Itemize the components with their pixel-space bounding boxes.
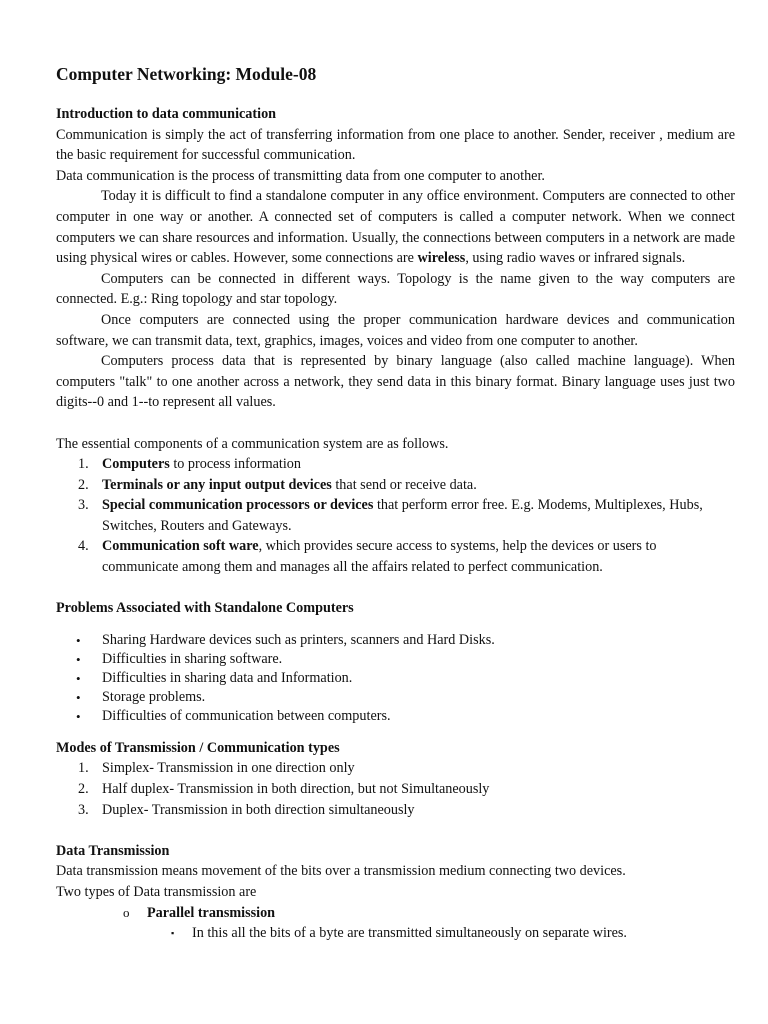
intro-paragraph-6: Computers process data that is represented by binary language (also called machine language). When computers "talk" to one another across a network, they send data in this binary format. Binary language uses just two digits--0 and 1--to represent all values. xyxy=(56,353,735,411)
modes-heading: Modes of Transmission / Communication types xyxy=(56,739,340,756)
spacer xyxy=(56,820,735,841)
modes-list xyxy=(56,758,735,820)
list-item-text: Storage problems. xyxy=(102,688,206,705)
list-item xyxy=(56,758,735,779)
spacer xyxy=(56,578,735,599)
list-item-text: to process information xyxy=(169,456,301,473)
bullet-icon: • xyxy=(76,651,81,667)
intro-p3-text-end: , using radio waves or infrared signals. xyxy=(465,250,686,267)
spacer xyxy=(56,726,735,738)
problems-heading: Problems Associated with Standalone Computers xyxy=(56,600,354,617)
list-number: 4. xyxy=(78,538,89,555)
transmission-paragraph-2: Two types of Data transmission are xyxy=(56,884,257,900)
bullet-icon: • xyxy=(76,632,81,648)
intro-paragraph-4: Computers can be connected in different ways. Topology is the name given to the way computers are connected. E.g.: Ring topology and star topology. xyxy=(56,270,735,308)
list-number: 3. xyxy=(78,497,89,514)
bullet-icon: • xyxy=(76,708,81,724)
list-item xyxy=(56,688,735,707)
list-item xyxy=(56,707,735,726)
sub-list-item xyxy=(56,903,735,924)
list-item xyxy=(56,475,735,496)
list-item-text: Sharing Hardware devices such as printers, scanners and Hard Disks. xyxy=(102,631,495,648)
list-item-text: Difficulties of communication between computers. xyxy=(102,707,391,724)
list-item xyxy=(56,495,735,536)
list-item-text: Half duplex- Transmission in both direction, but not Simultaneously xyxy=(102,781,490,798)
intro-paragraph-1: Communication is simply the act of transferring information from one place to another. Sender, receiver , medium are the basic requirement for successful communication. xyxy=(56,126,735,164)
document-body xyxy=(56,62,735,944)
list-item xyxy=(56,631,735,650)
list-number: 3. xyxy=(78,801,89,818)
list-item-text: that send or receive data. xyxy=(331,476,477,493)
list-number: 1. xyxy=(78,760,89,777)
list-item xyxy=(56,536,735,577)
list-item xyxy=(56,669,735,688)
components-lead: The essential components of a communication system are as follows. xyxy=(56,435,449,452)
bullet-icon: • xyxy=(76,670,81,686)
sub-list-item-label: Parallel transmission xyxy=(147,904,276,921)
intro-paragraph-3 xyxy=(56,186,735,268)
square-bullet-icon: ▪ xyxy=(171,928,175,939)
sub-sub-list-item-text: In this all the bits of a byte are transmitted simultaneously on separate wires. xyxy=(192,925,627,942)
spacer xyxy=(56,413,735,434)
list-item-bold: Communication soft ware xyxy=(102,538,259,555)
list-item xyxy=(56,779,735,800)
list-item-bold: Terminals or any input output devices xyxy=(102,476,332,493)
intro-paragraph-2: Data communication is the process of transmitting data from one computer to another. xyxy=(56,167,545,184)
list-item xyxy=(56,650,735,669)
list-item-text: , which provides secure access to systems, help the devices or users to communicate among them and manages all the affairs related to perfect communication. xyxy=(102,538,657,576)
components-list xyxy=(56,454,735,578)
list-number: 2. xyxy=(78,781,89,798)
list-item-text: Simplex- Transmission in one direction only xyxy=(102,760,355,777)
list-number: 2. xyxy=(78,476,89,493)
circle-bullet-icon: o xyxy=(123,904,130,920)
list-item-text: that perform error free. E.g. Modems, Multiplexes, Hubs, Switches, Routers and Gateways. xyxy=(102,497,703,534)
list-item xyxy=(56,454,735,475)
intro-heading: Introduction to data communication xyxy=(56,106,277,122)
intro-p3-text: Today it is difficult to find a standalone computer in any office environment. Computers are connected to other computer in one way or another. A connected set of computers is called a computer network. When we connect computers we can share resources and information. Usually, the connections between computers in a network are made using physical wires or cables. However, some connections are xyxy=(56,188,735,267)
list-item-text: Difficulties in sharing software. xyxy=(102,650,283,667)
transmission-heading: Data Transmission xyxy=(56,842,170,859)
sub-sub-list-item xyxy=(56,923,735,944)
list-item-text: Difficulties in sharing data and Information. xyxy=(102,669,353,686)
transmission-paragraph-1: Data transmission means movement of the bits over a transmission medium connecting two devices. xyxy=(56,863,626,880)
page-title: Computer Networking: Module-08 xyxy=(56,64,317,84)
intro-paragraph-5: Once computers are connected using the proper communication hardware devices and communication software, we can transmit data, text, graphics, images, voices and video from one computer to another. xyxy=(56,311,735,349)
list-item-bold: Computers xyxy=(102,456,170,473)
list-item-bold: Special communication processors or devices xyxy=(102,497,374,514)
list-number: 1. xyxy=(78,456,89,473)
intro-p3-bold: wireless xyxy=(417,250,466,267)
problems-list xyxy=(56,631,735,726)
list-item-text: Duplex- Transmission in both direction simultaneously xyxy=(102,801,415,818)
list-item xyxy=(56,800,735,821)
bullet-icon: • xyxy=(76,689,81,705)
